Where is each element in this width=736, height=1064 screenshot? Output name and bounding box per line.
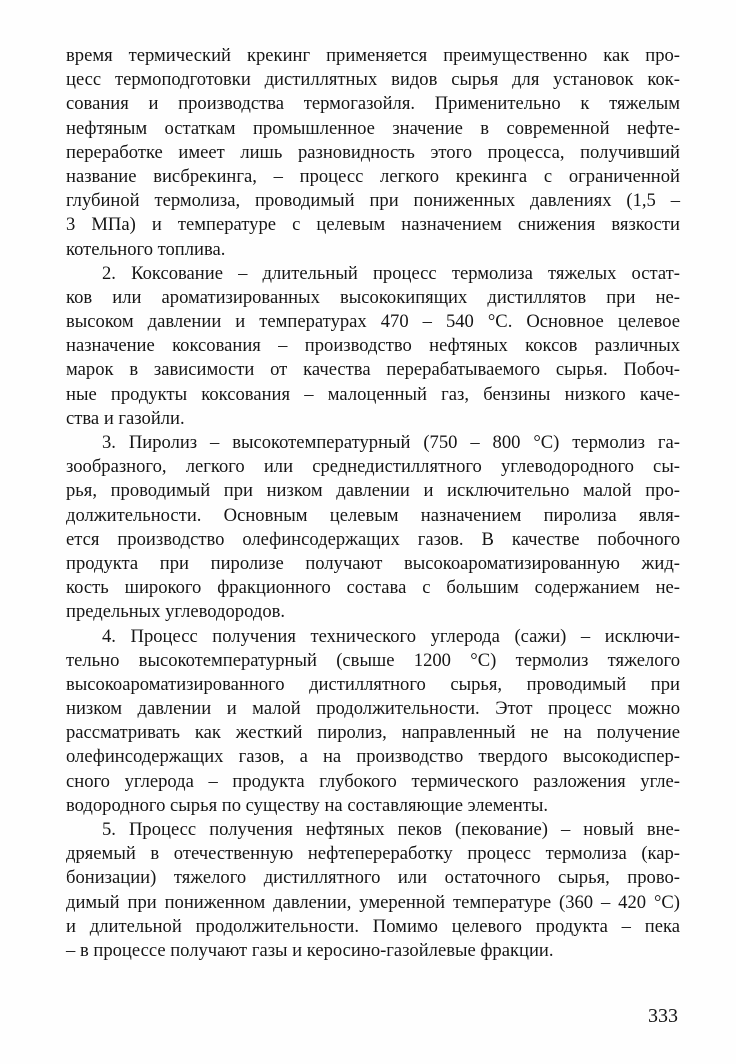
text-line: сования и производства термогазойля. Применительно к тяжелым [66, 93, 680, 115]
text-line: назначение коксования – производство нефтяных коксов различных [66, 335, 680, 357]
text-line: марок в зависимости от качества перерабатываемого сырья. Побоч- [66, 359, 680, 381]
text-line: переработке имеет лишь разновидность этого процесса, получивший [66, 141, 680, 163]
text-line: высокоароматизированного дистиллятного сырья, проводимый при [66, 673, 680, 695]
paragraph-start-line: 4. Процесс получения технического углерода (сажи) – исключи- [102, 625, 680, 647]
text-line: бонизации) тяжелого дистиллятного или остаточного сырья, прово- [66, 867, 680, 889]
text-line: название висбрекинга, – процесс легкого крекинга с ограниченной [66, 165, 680, 187]
text-line: рассматривать как жесткий пиролиз, направленный не на получение [66, 722, 680, 744]
text-line: должительности. Основным целевым назначением пиролиза явля- [66, 504, 680, 526]
text-line: нефтяным остаткам промышленное значение в современной нефте- [66, 117, 680, 139]
text-line: кость широкого фракционного состава с большим содержанием не- [66, 577, 680, 599]
text-line: рья, проводимый при низком давлении и исключительно малой про- [66, 480, 680, 502]
text-line: димый при пониженном давлении, умеренной температуре (360 – 420 °С) [66, 891, 680, 913]
text-line: котельного топлива. [66, 238, 226, 260]
text-line: ется производство олефинсодержащих газов. В качестве побочного [66, 528, 680, 550]
text-line: дряемый в отечественную нефтепереработку процесс термолиза (кар- [66, 843, 680, 865]
text-line: глубиной термолиза, проводимый при пониженных давлениях (1,5 – [66, 190, 680, 212]
text-line: сного углерода – продукта глубокого термического разложения угле- [66, 770, 680, 792]
text-line: зообразного, легкого или среднедистиллятного углеводородного сы- [66, 456, 680, 478]
text-line: тельно высокотемпературный (свыше 1200 °С) термолиз тяжелого [66, 649, 680, 671]
text-line: время термический крекинг применяется преимущественно как про- [66, 45, 680, 66]
body-text [66, 44, 680, 963]
text-line: высоком давлении и температурах 470 – 540 °С. Основное целевое [66, 311, 680, 333]
text-line: олефинсодержащих газов, а на производство твердого высокодиспер- [66, 746, 680, 768]
text-line: цесс термоподготовки дистиллятных видов сырья для установок кок- [66, 69, 680, 91]
text-line: ные продукты коксования – малоценный газ, бензины низкого каче- [66, 383, 680, 405]
paragraph-start-line: 5. Процесс получения нефтяных пеков (пекование) – новый вне- [102, 819, 680, 840]
text-line: низком давлении и малой продолжительности. Этот процесс можно [66, 698, 680, 720]
paragraph-start-line: 2. Коксование – длительный процесс термолиза тяжелых остат- [102, 262, 680, 284]
paragraph-start-line: 3. Пиролиз – высокотемпературный (750 – 800 °С) термолиз га- [102, 432, 680, 453]
text-line: водородного сырья по существу на составляющие элементы. [66, 794, 549, 816]
text-line: ства и газойли. [66, 407, 185, 429]
text-line: и длительной продолжительности. Помимо целевого продукта – пека [66, 915, 680, 937]
text-line: 3 МПа) и температуре с целевым назначением снижения вязкости [66, 214, 680, 236]
text-line: предельных углеводородов. [66, 601, 286, 623]
text-line: продукта при пиролизе получают высокоароматизированную жид- [66, 552, 680, 574]
text-line: – в процессе получают газы и керосино-газойлевые фракции. [66, 939, 554, 961]
page-number: 333 [648, 1005, 678, 1027]
text-line: ков или ароматизированных высококипящих дистиллятов при не- [66, 286, 680, 308]
